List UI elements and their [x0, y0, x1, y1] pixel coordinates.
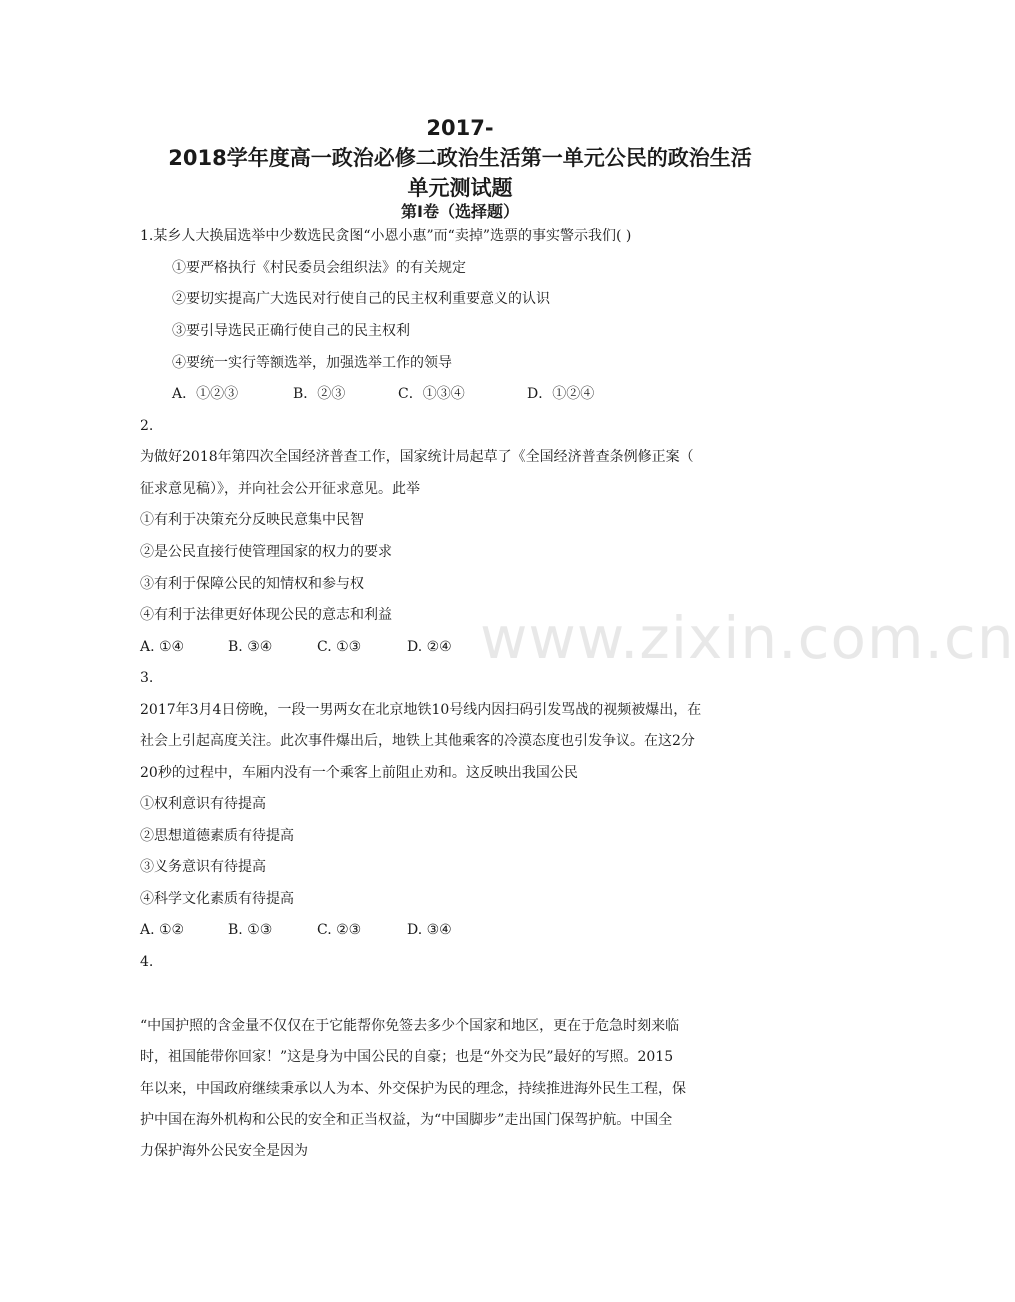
q4-stem-line-4: 护中国在海外机构和公民的安全和正当权益，为“中国脚步”走出国门保驾护航。中国全 — [140, 1112, 673, 1128]
q3-answer-a: A. ①② — [140, 922, 185, 938]
section-title: 第I卷（选择题） — [401, 202, 519, 221]
q3-option-2: ②思想道德素质有待提高 — [140, 828, 294, 844]
q3-answer-b: B. ①③ — [228, 922, 273, 938]
q2-option-4: ④有利于法律更好体现公民的意志和利益 — [140, 607, 392, 623]
q3-stem-line-1: 2017年3月4日傍晚，一段一男两女在北京地铁10号线内因扫码引发骂战的视频被爆出，在 — [140, 702, 702, 718]
title-line-3: 单元测试题 — [407, 176, 513, 200]
q2-stem-line-1: 为做好2018年第四次全国经济普查工作，国家统计局起草了《全国经济普查条例修正案（ — [140, 449, 694, 465]
q4-stem-line-1: “中国护照的含金量不仅仅在于它能帮你免签去多少个国家和地区，更在于危急时刻来临 — [140, 1018, 680, 1034]
q1-answer-d: D．①②④ — [527, 386, 595, 402]
q4-stem-line-2: 时，祖国能带你回家！”这是身为中国公民的自豪；也是“外交为民”最好的写照。2015 — [140, 1049, 674, 1065]
q4-stem-line-3: 年以来，中国政府继续秉承以人为本、外交保护为民的理念，持续推进海外民生工程，保 — [140, 1081, 686, 1097]
q1-option-2: ②要切实提高广大选民对行使自己的民主权利重要意义的认识 — [172, 291, 550, 307]
q1-option-4: ④要统一实行等额选举，加强选举工作的领导 — [172, 355, 452, 371]
q3-option-3: ③义务意识有待提高 — [140, 859, 266, 875]
q2-answer-a: A. ①④ — [140, 639, 185, 655]
q1-option-3: ③要引导选民正确行使自己的民主权利 — [172, 323, 410, 339]
q3-option-4: ④科学文化素质有待提高 — [140, 891, 294, 907]
q3-answer-d: D. ③④ — [407, 922, 452, 938]
q4-stem-line-5: 力保护海外公民安全是因为 — [140, 1143, 308, 1159]
q1-answer-b: B．②③ — [293, 386, 346, 402]
q2-answer-c: C. ①③ — [317, 639, 362, 655]
watermark-text: www.zixin.com.cn — [480, 604, 1015, 672]
q1-option-1: ①要严格执行《村民委员会组织法》的有关规定 — [172, 260, 466, 276]
q1-answer-a: A．①②③ — [172, 386, 239, 402]
q3-stem-line-3: 20秒的过程中，车厢内没有一个乘客上前阻止劝和。这反映出我国公民 — [140, 765, 578, 781]
q1-answer-c: C．①③④ — [398, 386, 465, 402]
title-line-1: 2017- — [426, 116, 494, 140]
q2-answer-b: B. ③④ — [228, 639, 273, 655]
q3-answer-c: C. ②③ — [317, 922, 362, 938]
q3-number: 3. — [140, 670, 154, 686]
q3-stem-line-2: 社会上引起高度关注。此次事件爆出后，地铁上其他乘客的冷漠态度也引发争议。在这2分 — [140, 733, 695, 749]
q2-answer-d: D. ②④ — [407, 639, 452, 655]
q3-option-1: ①权利意识有待提高 — [140, 796, 266, 812]
q2-option-1: ①有利于决策充分反映民意集中民智 — [140, 512, 364, 528]
q2-number: 2. — [140, 418, 154, 434]
q2-option-3: ③有利于保障公民的知情权和参与权 — [140, 576, 364, 592]
q1-stem: 1.某乡人大换届选举中少数选民贪图“小恩小惠”而“卖掉”选票的事实警示我们( ) — [140, 228, 632, 244]
q4-number: 4. — [140, 954, 154, 970]
q2-stem-line-2: 征求意见稿）》，并向社会公开征求意见。此举 — [140, 481, 420, 497]
q2-option-2: ②是公民直接行使管理国家的权力的要求 — [140, 544, 392, 560]
title-line-2: 2018学年度高一政治必修二政治生活第一单元公民的政治生活 — [168, 146, 752, 170]
